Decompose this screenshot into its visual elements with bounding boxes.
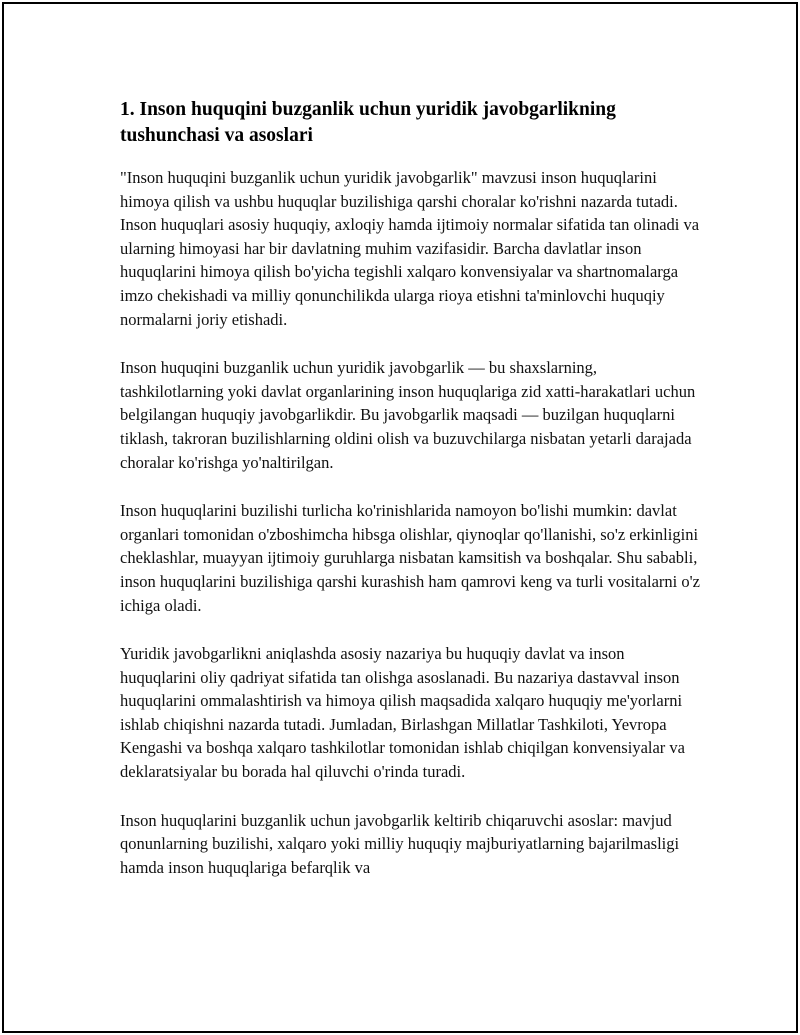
paragraph-2: Inson huquqini buzganlik uchun yuridik javobgarlik — bu shaxslarning, tashkilotlarning yoki davlat organlarining inson huquqlariga zid xatti-harakatlari uchun belgilangan huquqiy javobgarlikdir. Bu javobgarlik maqsadi — buzilgan huquqlarni tiklash, takroran buzilishlarning oldini olish va buzuvchilarga nisbatan yetarli darajada choralar ko'rishga yo'naltirilgan.	[120, 358, 696, 472]
document-body	[120, 97, 700, 904]
paragraph-1: "Inson huquqini buzganlik uchun yuridik javobgarlik" mavzusi inson huquqlarini himoya qilish va ushbu huquqlar buzilishiga qarshi choralar ko'rishni nazarda tutadi. Inson huquqlari asosiy huquqiy, axloqiy hamda ijtimoiy normalar sifatida tan olinadi va ularning himoyasi har bir davlatning muhim vazifasidir. Barcha davlatlar inson huquqlarini himoya qilish bo'yicha tegishli xalqaro konvensiyalar va shartnomalarga imzo chekishadi va milliy qonunchilikda ularga rioya etishni ta'minlovchi huquqiy normalarni joriy etishadi.	[120, 168, 700, 329]
document-page	[2, 2, 798, 1033]
document-title: 1. Inson huquqini buzganlik uchun yuridik javobgarlikning tushunchasi va asoslari	[120, 99, 616, 146]
paragraph-5: Inson huquqlarini buzganlik uchun javobgarlik keltirib chiqaruvchi asoslar: mavjud qonunlarning buzilishi, xalqaro yoki milliy huquqiy majburiyatlarning bajarilmasligi hamda inson huquqlariga befarqlik va	[120, 810, 680, 877]
paragraph-3: Inson huquqlarini buzilishi turlicha ko'rinishlarida namoyon bo'lishi mumkin: davlat organlari tomonidan o'zboshimcha hibsga olishlar, qiynoqlar qo'llanishi, so'z erkinligini cheklashlar, muayyan ijtimoiy guruhlarga nisbatan kamsitish va boshqalar. Shu sababli, inson huquqlarini buzilishiga qarshi kurashish ham qamrovi keng va turli vositalarni o'z ichiga oladi.	[120, 501, 700, 615]
paragraph-4: Yuridik javobgarlikni aniqlashda asosiy nazariya bu huquqiy davlat va inson huquqlarini oliy qadriyat sifatida tan olishga asoslanadi. Bu nazariya dastavval inson huquqlarini ommalashtirish va himoya qilish maqsadida xalqaro huquqiy me'yorlarni ishlab chiqishni nazarda tutadi. Jumladan, Birlashgan Millatlar Tashkiloti, Yevropa Kengashi va boshqa xalqaro tashkilotlar tomonidan ishlab chiqilgan konvensiyalar va deklaratsiyalar bu borada hal qiluvchi o'rinda turadi.	[120, 644, 685, 782]
